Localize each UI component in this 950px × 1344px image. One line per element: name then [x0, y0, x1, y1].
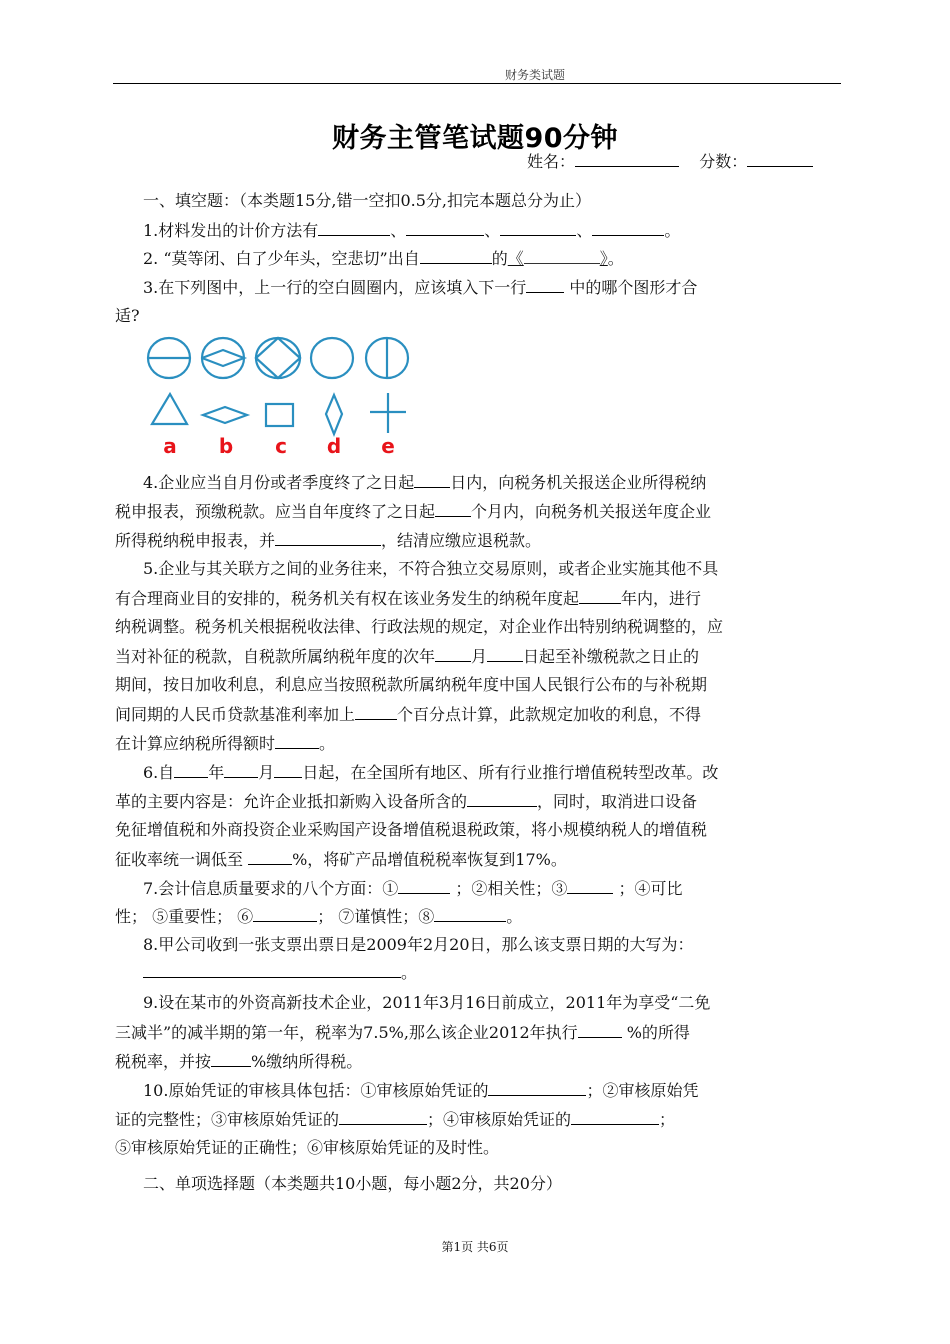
question-5-line-3: 纳税调整。税务机关根据税收法律、行政法规的规定，对企业作出特别纳税调整的，应: [115, 617, 724, 636]
q6-blank-3[interactable]: [248, 849, 292, 865]
score-label: 分数：: [699, 152, 748, 171]
question-4-line-1: 4.企业应当自月份或者季度终了之日起 日内，向税务机关报送企业所得税纳: [143, 473, 707, 492]
question-5-line-7: 在计算应纳税所得额时 。: [115, 734, 336, 753]
q7-blank-3[interactable]: [567, 878, 613, 894]
circle-horizontal-line-icon: [148, 338, 190, 378]
q2-blank-author[interactable]: [420, 248, 492, 264]
label-b: b: [218, 434, 234, 458]
circle-inscribed-square-icon: [256, 338, 300, 378]
question-8-line-1: 8.甲公司收到一张支票出票日是2009年2月20日，那么该支票日期的大写为：: [143, 935, 694, 954]
score-blank[interactable]: [747, 151, 813, 167]
q10-blank-3[interactable]: [339, 1109, 427, 1125]
q10-blank-4[interactable]: [571, 1109, 659, 1125]
circle-vertical-line-icon: [366, 338, 408, 378]
q8-blank[interactable]: [143, 962, 401, 978]
question-5-line-1: 5.企业与其关联方之间的业务往来，不符合独立交易原则，或者企业实施其他不具: [143, 559, 719, 578]
question-9-line-3: 税税率，并按 %缴纳所得税。: [115, 1052, 363, 1071]
q1-blank-4[interactable]: [592, 220, 664, 236]
q6-blank-month[interactable]: [224, 762, 258, 778]
label-d: d: [326, 434, 342, 458]
q5-blank-3[interactable]: [487, 646, 523, 662]
q5-blank-2[interactable]: [435, 646, 471, 662]
question-7-line-2: 性； ⑤重要性； ⑥ ； ⑦谨慎性；⑧ 。: [115, 907, 523, 926]
page-title: 财务主管笔试题90分钟: [331, 123, 619, 154]
name-score-row: [527, 149, 813, 172]
q4-blank-3[interactable]: [275, 530, 381, 546]
tall-diamond-icon: [326, 395, 342, 434]
question-6-line-4: 征收率统一调低至 %，将矿产品增值税税率恢复到17%。: [115, 850, 567, 869]
q4-blank-2[interactable]: [435, 501, 471, 517]
question-6-line-3: 免征增值税和外商投资企业采购国产设备增值税退税政策，将小规模纳税人的增值税: [115, 820, 708, 839]
q5-blank-4[interactable]: [355, 704, 397, 720]
cross-icon: [370, 393, 406, 433]
header-rule: [113, 83, 841, 84]
question-3-line-1: 3.在下列图中，上一行的空白圆圈内，应该填入下一行 中的哪个图形才合: [143, 278, 698, 297]
question-5-line-2: 有合理商业目的安排的，税务机关有权在该业务发生的纳税年度起 年内，进行: [115, 589, 702, 608]
running-header: 财务类试题: [504, 68, 565, 82]
q9-blank-2[interactable]: [211, 1051, 251, 1067]
question-9-line-2: 三减半”的减半期的第一年，税率为7.5%,那么该企业2012年执行 %的所得: [115, 1023, 690, 1042]
q9-blank-1[interactable]: [578, 1022, 622, 1038]
section-2-heading: 二、单项选择题（本类题共10小题，每小题2分，共20分）: [143, 1174, 562, 1193]
label-e: e: [381, 434, 395, 458]
flat-diamond-icon: [203, 407, 247, 423]
q7-blank-6[interactable]: [253, 906, 317, 922]
question-5-line-6: 间同期的人民币贷款基准利率加上 个百分点计算，此款规定加收的利息，不得: [115, 705, 702, 724]
page-footer: 第1页 共6页: [441, 1240, 509, 1254]
label-a: a: [163, 434, 177, 458]
question-10-line-2: 证的完整性；③审核原始凭证的 ；④审核原始凭证的 ；: [115, 1110, 676, 1129]
q6-blank-day[interactable]: [274, 762, 302, 778]
q1-blank-3[interactable]: [500, 220, 576, 236]
question-1: 1.材料发出的计价方法有 、 、 、 。: [143, 221, 681, 240]
q5-blank-1[interactable]: [579, 588, 621, 604]
q2-blank-title[interactable]: [524, 248, 600, 264]
question-3-line-2: 适?: [115, 306, 140, 325]
q1-blank-1[interactable]: [318, 220, 390, 236]
q7-blank-1[interactable]: [398, 878, 450, 894]
question-5-line-4: 当对补征的税款，自税款所属纳税年度的次年 月 日起至补缴税款之日止的: [115, 647, 700, 666]
square-icon: [266, 404, 293, 426]
section-1-heading: 一、填空题：（本类题15分,错一空扣0.5分,扣完本题总分为止）: [143, 191, 591, 210]
q6-blank-year[interactable]: [174, 762, 208, 778]
q7-blank-8[interactable]: [434, 906, 506, 922]
q5-blank-5[interactable]: [275, 733, 319, 749]
name-blank[interactable]: [575, 151, 679, 167]
question-6-line-1: 6.自 年 月 日起，在全国所有地区、所有行业推行增值税转型改革。改: [143, 763, 719, 782]
question-4-line-3: 所得税纳税申报表，并 ，结清应缴应退税款。: [115, 531, 542, 550]
question-10-line-1: 10.原始凭证的审核具体包括：①审核原始凭证的 ；②审核原始凭: [143, 1081, 699, 1100]
question-7-line-1: 7.会计信息质量要求的八个方面：① ；②相关性；③ ；④可比: [143, 879, 683, 898]
question-4-line-2: 税申报表，预缴税款。应当自年度终了之日起 个月内，向税务机关报送年度企业: [115, 502, 712, 521]
q3-blank[interactable]: [526, 277, 564, 293]
q1-blank-2[interactable]: [406, 220, 484, 236]
label-c: c: [275, 434, 287, 458]
empty-circle-icon: [311, 338, 353, 378]
shape-puzzle-figure: [140, 336, 420, 458]
q4-blank-1[interactable]: [414, 472, 450, 488]
question-10-line-3: ⑤审核原始凭证的正确性；⑥审核原始凭证的及时性。: [115, 1138, 500, 1157]
q6-blank-2[interactable]: [467, 791, 537, 807]
q10-blank-1[interactable]: [488, 1080, 586, 1096]
name-label: 姓名：: [527, 152, 576, 171]
question-6-line-2: 革的主要内容是：允许企业抵扣新购入设备所含的 ，同时，取消进口设备: [115, 792, 698, 811]
question-5-line-5: 期间，按日加收利息，利息应当按照税款所属纳税年度中国人民银行公布的与补税期: [115, 675, 708, 694]
circle-flat-diamond-icon: [202, 338, 244, 378]
question-9-line-1: 9.设在某市的外资高新技术企业，2011年3月16日前成立，2011年为享受“二免: [143, 993, 711, 1012]
question-2: 2. “莫等闭、白了少年头，空悲切”出自 的《 》。: [143, 249, 624, 268]
triangle-icon: [152, 394, 187, 424]
question-8-line-2: 。: [115, 962, 868, 983]
